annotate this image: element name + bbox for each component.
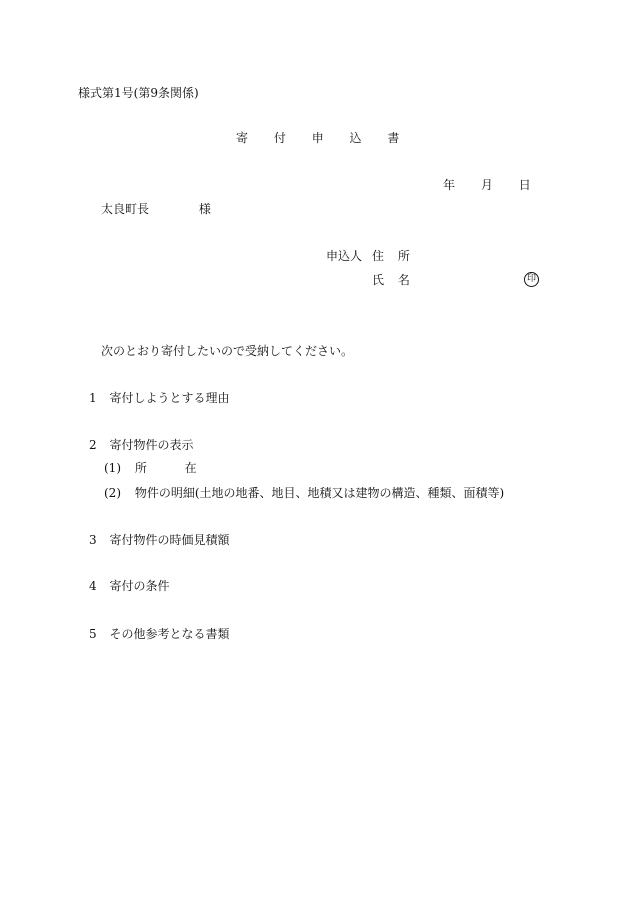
date-year: 年 xyxy=(443,178,456,192)
subitem-number: (1) xyxy=(104,461,121,475)
address-label xyxy=(372,249,410,263)
item-number: 2 xyxy=(89,438,97,452)
item-1 xyxy=(89,391,229,405)
address-label-char: 所 xyxy=(397,249,410,263)
addressee xyxy=(101,202,211,216)
applicant-label: 申込人 xyxy=(326,249,363,263)
item-number: 4 xyxy=(89,579,97,593)
subitem-label: 物件の明細(土地の地番、地目、地積又は建物の構造、種類、面積等) xyxy=(134,486,505,500)
item-5 xyxy=(89,627,229,641)
subitem-label-char: 在 xyxy=(184,461,197,475)
item-label: 寄付しようとする理由 xyxy=(109,391,230,405)
name-label-char: 氏 xyxy=(372,273,385,287)
name-label xyxy=(372,273,410,287)
item-label: その他参考となる書類 xyxy=(109,627,230,641)
item-label: 寄付物件の時価見積額 xyxy=(109,533,230,547)
document-title xyxy=(236,131,399,145)
addressee-name: 太良町長 xyxy=(101,202,150,216)
date-line xyxy=(443,178,531,192)
seal-mark: 印 xyxy=(524,272,539,287)
item-3 xyxy=(89,533,229,547)
item-number: 1 xyxy=(89,391,97,405)
title-char: 申 xyxy=(311,131,324,145)
title-char: 寄 xyxy=(236,131,249,145)
subitem-label-char: 所 xyxy=(134,461,147,475)
name-label-char: 名 xyxy=(397,273,410,287)
item-label: 寄付物件の表示 xyxy=(109,438,194,452)
item-number: 3 xyxy=(89,533,97,547)
subitem-number: (2) xyxy=(104,486,121,500)
subitem-2 xyxy=(104,486,504,500)
item-number: 5 xyxy=(89,627,97,641)
intro-text: 次のとおり寄付したいので受納してください。 xyxy=(101,344,354,358)
date-month: 月 xyxy=(480,178,493,192)
item-4 xyxy=(89,579,169,593)
subitem-1 xyxy=(104,461,197,475)
title-char: 書 xyxy=(387,131,400,145)
item-2 xyxy=(89,438,193,452)
form-number: 様式第1号(第9条関係) xyxy=(78,86,199,100)
addressee-honorific: 様 xyxy=(198,202,211,216)
title-char: 付 xyxy=(273,131,286,145)
item-label: 寄付の条件 xyxy=(109,579,170,593)
date-day: 日 xyxy=(518,178,531,192)
title-char: 込 xyxy=(349,131,362,145)
address-label-char: 住 xyxy=(372,249,385,263)
